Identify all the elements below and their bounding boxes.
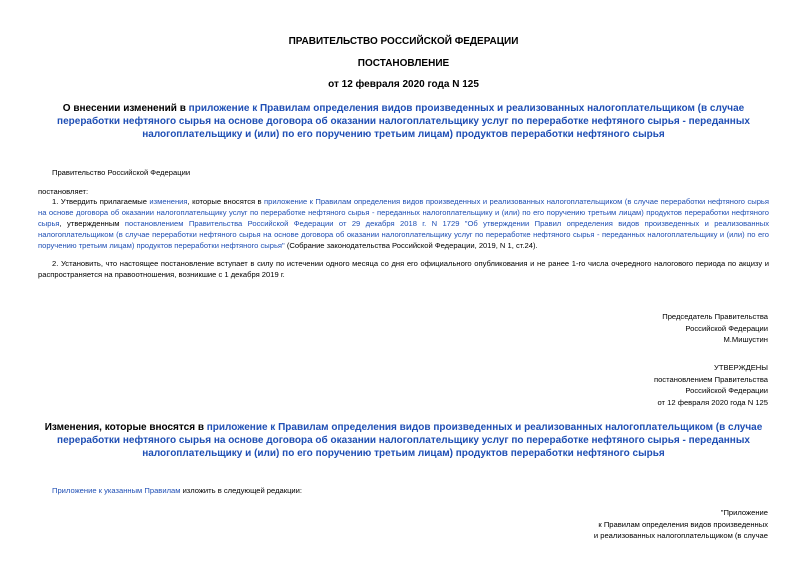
signature-country: Российской Федерации xyxy=(685,323,768,333)
paragraph-2: 2. Установить, что настоящее постановление вступает в силу по истечении одного месяца со дня его официального опубликования и не ранее 1-го числа очередного налогового периода по акцизу и распространяется на правоотношения, возникшие с 1 декабря 2019 г. xyxy=(38,259,769,279)
document-date-number: от 12 февраля 2020 года N 125 xyxy=(328,79,479,90)
appendix-rules-short-link[interactable]: Приложение к указанным Правилам xyxy=(52,486,181,495)
signature-position: Председатель Правительства xyxy=(662,312,768,321)
title-link[interactable]: приложение к Правилам определения видов произведенных и реализованных налогоплательщиком (в случае переработки нефтяного сырья на основе договора об оказании налогоплательщику услуг по переработке нефтяного сырья - переданных налогоплательщику и (или) по его поручению третьим лицам) продуктов переработки нефтяного сырья xyxy=(57,103,750,140)
appendix-heading xyxy=(594,507,768,542)
appendix-heading-line-1: "Приложение xyxy=(720,508,768,517)
signature-block xyxy=(662,311,768,346)
changes-title-prefix: Изменения, которые вносятся в xyxy=(44,422,207,433)
p1-text-d: (Собрание законодательства Российской Федерации, 2019, N 1, ст.24). xyxy=(284,241,538,250)
changes-title-link[interactable]: приложение к Правилам определения видов произведенных и реализованных налогоплательщиком (в случае переработки нефтяного сырья на основе договора об оказании налогоплательщику услуг по переработке нефтяного сырья - переданных налогоплательщику и (или) по его поручению третьим лицам) продуктов переработки нефтяного сырья xyxy=(57,422,763,459)
p1-text-b: , которые вносятся в xyxy=(187,197,265,206)
approved-by: постановлением Правительства xyxy=(653,374,768,384)
appendix-heading-line-2: к Правилам определения видов произведенных xyxy=(598,519,768,529)
appendix-heading-line-3: и реализованных налогоплательщиком (в случае xyxy=(593,531,768,540)
resolves-line: постановляет: xyxy=(38,187,89,196)
approved-date: от 12 февраля 2020 года N 125 xyxy=(657,397,768,407)
approved-label: УТВЕРЖДЕНЫ xyxy=(714,363,768,372)
government-line: Правительство Российской Федерации xyxy=(52,168,191,177)
approved-country: Российской Федерации xyxy=(685,386,768,395)
approved-block xyxy=(654,362,768,408)
signature-name: М.Мишустин xyxy=(723,335,768,344)
document-type: ПОСТАНОВЛЕНИЕ xyxy=(357,58,450,69)
p1-text-a: 1. Утвердить прилагаемые xyxy=(52,197,150,206)
appendix-instruction xyxy=(52,485,302,496)
appendix-instruction-text: изложить в следующей редакции: xyxy=(180,486,303,495)
p1-text-c: , утвержденным xyxy=(59,219,125,228)
government-header: ПРАВИТЕЛЬСТВО РОССИЙСКОЙ ФЕДЕРАЦИИ xyxy=(288,36,519,47)
paragraph-1 xyxy=(38,196,769,251)
appendix-rules-link[interactable]: приложение к Правилам определения видов произведенных и реализованных налогоплательщиком (в случае переработки нефтяного сырья на основе договора об оказании налогоплательщику услуг по переработке нефтяного сырья - переданных налогоплательщику и (или) по его поручению третьим лицам) продуктов переработки нефтяного сырья xyxy=(38,197,769,228)
document-title xyxy=(40,102,767,141)
resolution-1729-link[interactable]: постановлением Правительства Российской Федерации от 29 декабря 2018 г. N 1729 "Об утверждении Правил определения видов произведенных и реализованных налогоплательщиком (в случае переработки нефтяного сырья на основе договора об оказании налогоплательщику услуг по переработке нефтяного сырья - переданных налогоплательщику и (или) по его поручению третьим лицам) продуктов переработки нефтяного сырья" xyxy=(38,219,769,250)
changes-title xyxy=(40,421,767,460)
changes-link[interactable]: изменения xyxy=(149,197,188,206)
title-prefix: О внесении изменений в xyxy=(62,103,189,114)
